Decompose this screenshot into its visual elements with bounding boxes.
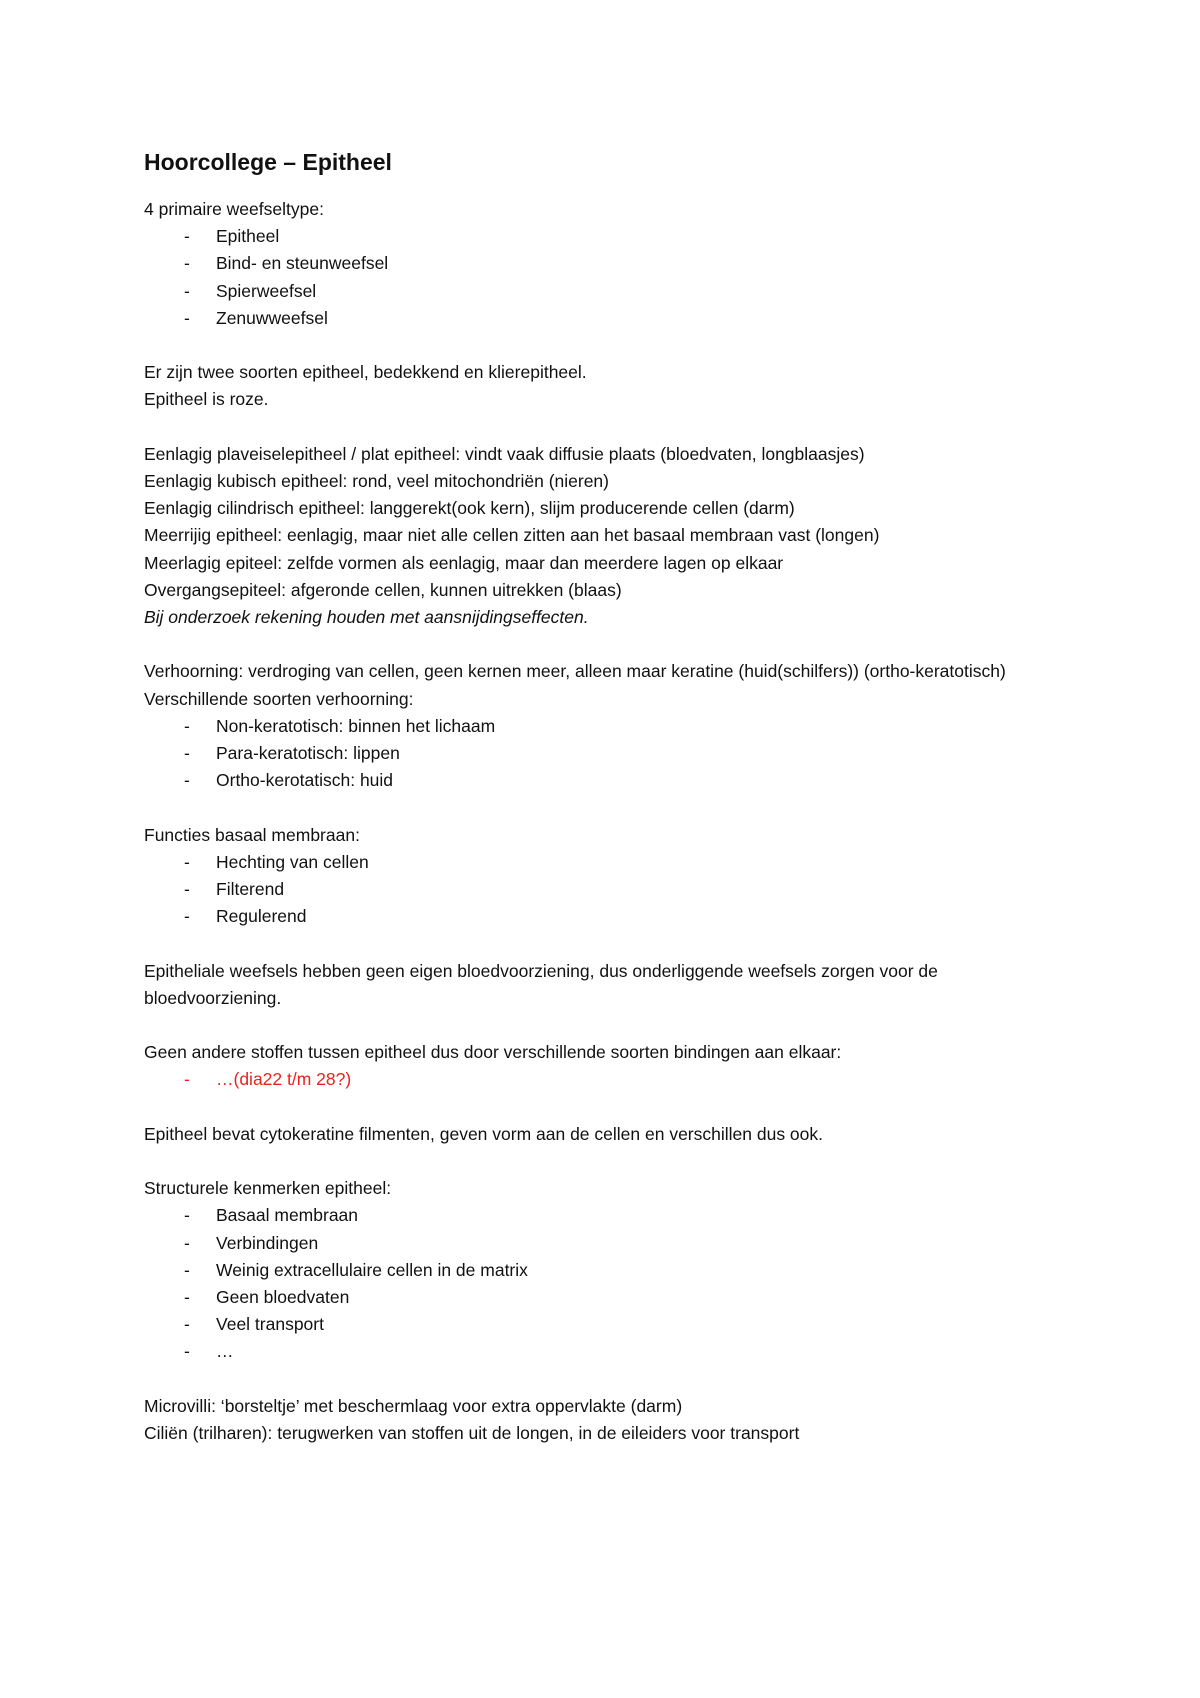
functies-list	[144, 849, 1074, 931]
list-item: - Veel transport	[144, 1311, 1074, 1338]
list-item: - Regulerend	[144, 903, 1074, 930]
epitheel-type-line: Eenlagig plaveiselepitheel / plat epitheel: vindt vaak diffusie plaats (bloedvaten, longblaasjes)	[144, 443, 865, 464]
italic-note: Bij onderzoek rekening houden met aansnijdingseffecten.	[144, 607, 589, 628]
cilien-line: Ciliën (trilharen): terugwerken van stoffen uit de longen, in de eileiders voor transport	[144, 1423, 800, 1443]
kenmerken-intro: Structurele kenmerken epitheel:	[144, 1178, 392, 1199]
list-item: - …	[144, 1338, 1074, 1365]
verhoorning-intro: Verschillende soorten verhoorning:	[144, 688, 414, 709]
bindingen-list	[144, 1066, 1074, 1093]
epitheel-type-line: Meerlagig epiteel: zelfde vormen als eenlagig, maar dan meerdere lagen op elkaar	[144, 552, 784, 573]
list-item: - Basaal membraan	[144, 1202, 1074, 1229]
page-title: Hoorcollege – Epitheel	[144, 149, 392, 175]
verhoorning-list	[144, 713, 1074, 795]
functies-intro: Functies basaal membraan:	[144, 824, 360, 845]
tissue-types-intro: 4 primaire weefseltype:	[144, 199, 324, 219]
list-item: - Non-keratotisch: binnen het lichaam	[144, 713, 1074, 740]
list-item: - Ortho-kerotatisch: huid	[144, 767, 1074, 794]
epitheel-sorts-line: Er zijn twee soorten epitheel, bedekkend en klierepitheel.	[144, 362, 587, 383]
list-item: - Weinig extracellulaire cellen in de matrix	[144, 1257, 1074, 1284]
list-item-highlight: - …(dia22 t/m 28?)	[144, 1066, 1074, 1093]
list-item: - Filterend	[144, 876, 1074, 903]
epitheel-type-line: Meerrijig epitheel: eenlagig, maar niet alle cellen zitten aan het basaal membraan vast (longen)	[144, 525, 880, 546]
verhoorning-paragraph: Verhoorning: verdroging van cellen, geen kernen meer, alleen maar keratine (huid(schilfers)) (ortho-keratotisch)	[144, 661, 1006, 682]
list-item: - Spierweefsel	[144, 278, 1074, 305]
tissue-types-list	[144, 223, 1074, 332]
list-item: - Geen bloedvaten	[144, 1284, 1074, 1311]
document-page	[144, 146, 1074, 1447]
epitheel-type-line: Overgangsepiteel: afgeronde cellen, kunnen uitrekken (blaas)	[144, 579, 622, 600]
list-item: - Para-keratotisch: lippen	[144, 740, 1074, 767]
epitheel-type-line: Eenlagig kubisch epitheel: rond, veel mitochondriën (nieren)	[144, 471, 609, 491]
microvilli-line: Microvilli: ‘borsteltje’ met beschermlaag voor extra oppervlakte (darm)	[144, 1395, 683, 1416]
list-item: - Bind- en steunweefsel	[144, 250, 1074, 277]
cytokeratine-paragraph: Epitheel bevat cytokeratine filmenten, geven vorm aan de cellen en verschillen dus ook.	[144, 1123, 824, 1144]
bindingen-paragraph: Geen andere stoffen tussen epitheel dus door verschillende soorten bindingen aan elkaar:	[144, 1042, 842, 1063]
kenmerken-list	[144, 1202, 1074, 1365]
list-item: - Hechting van cellen	[144, 849, 1074, 876]
epitheel-color-line: Epitheel is roze.	[144, 389, 269, 410]
list-item: - Zenuwweefsel	[144, 305, 1074, 332]
list-item: - Epitheel	[144, 223, 1074, 250]
epitheel-type-line: Eenlagig cilindrisch epitheel: langgerekt(ook kern), slijm producerende cellen (darm)	[144, 498, 795, 519]
bloedvoorziening-paragraph: Epitheliale weefsels hebben geen eigen bloedvoorziening, dus onderliggende weefsels zorgen voor de bloedvoorziening.	[144, 960, 938, 1008]
list-item: - Verbindingen	[144, 1230, 1074, 1257]
